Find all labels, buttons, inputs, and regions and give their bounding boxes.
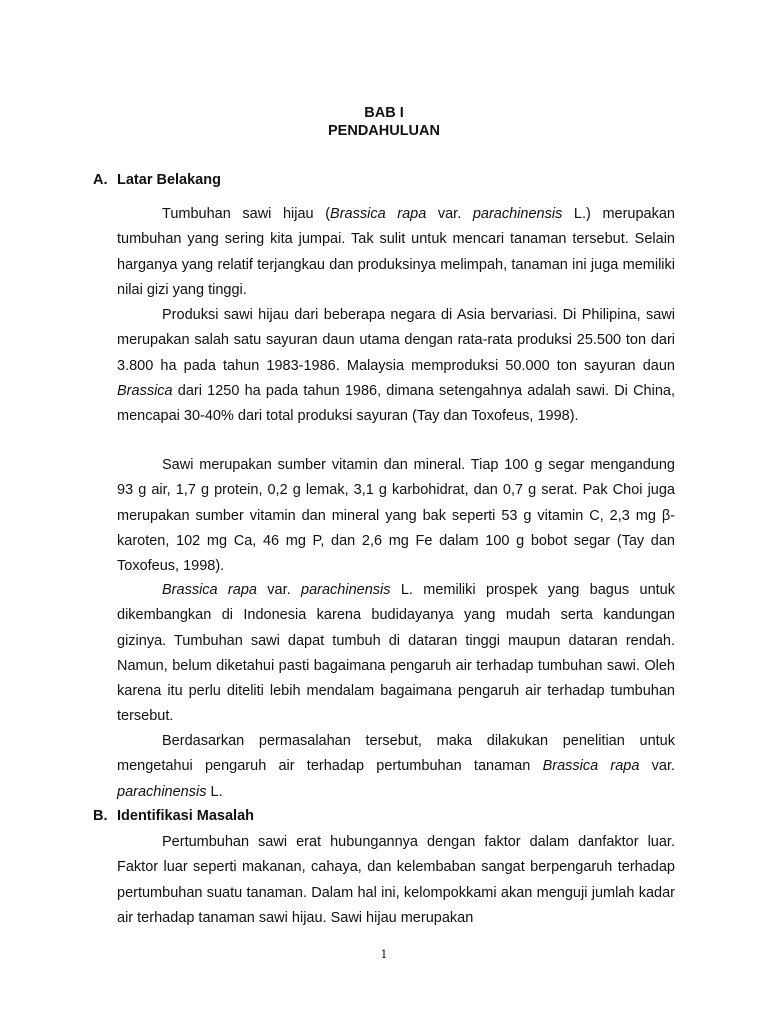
section-a-letter: A. xyxy=(93,172,108,188)
text-run: Pertumbuhan sawi erat hubungannya dengan faktor dalam danfaktor luar. Faktor luar seperti makanan, cahaya, dan kelembaban sangat berpengaruh terhadap pertumbuhan suatu tanaman. Dalam hal ini, kelompokkami akan menguji jumlah kadar air terhadap tanaman sawi hijau. Sawi hijau merupakan xyxy=(117,834,675,926)
section-b-letter: B. xyxy=(93,808,108,824)
page-number: 1 xyxy=(380,948,388,961)
text-run: dari 1250 ha pada tahun 1986, dimana setengahnya adalah sawi. Di China, mencapai 30-40% dari total produksi sayuran (Tay dan Toxofeus, 1998). xyxy=(117,382,675,425)
text-run: var. xyxy=(426,206,473,222)
section-a-title: Latar Belakang xyxy=(117,172,221,188)
chapter-title: PENDAHULUAN xyxy=(328,123,440,139)
italic-term: parachinensis xyxy=(117,783,207,800)
paragraph-b1 xyxy=(117,830,675,931)
text-run: Tumbuhan sawi hijau ( xyxy=(162,206,331,222)
chapter-label: BAB I xyxy=(364,105,404,121)
italic-term: Brassica rapa xyxy=(330,206,427,222)
italic-term: Brassica rapa xyxy=(542,758,640,775)
italic-term: Brassica rapa xyxy=(162,582,257,598)
paragraph-a4 xyxy=(117,578,675,730)
text-run: L.) merupakan tumbuhan yang sering kita jumpai. Tak sulit untuk mencari tanaman tersebut. Selain harganya yang relatif terjangkau dan produksinya melimpah, tanaman ini juga memiliki nilai gizi yang tinggi. xyxy=(117,206,675,298)
text-run: var. xyxy=(256,582,302,598)
paragraph-a2 xyxy=(117,303,675,429)
text-run: L. xyxy=(206,783,223,800)
paragraph-a1 xyxy=(117,202,675,303)
text-run: L. memiliki prospek yang bagus untuk dikembangkan di Indonesia karena budidayanya yang mudah serta kandungan gizinya. Tumbuhan sawi dapat tumbuh di dataran tinggi maupun dataran rendah. Namun, belum diketahui pasti bagaimana pengaruh air terhadap tumbuhan sawi. Oleh karena itu perlu diteliti lebih mendalam bagaimana pengaruh air terhadap tumbuhan tersebut. xyxy=(117,582,675,725)
section-b-title: Identifikasi Masalah xyxy=(117,808,254,824)
text-run: Berdasarkan permasalahan tersebut, maka dilakukan penelitian untuk mengetahui pengaruh air terhadap pertumbuhan tanaman xyxy=(117,733,675,775)
text-run: var. xyxy=(639,758,676,775)
italic-term: parachinensis xyxy=(472,206,563,222)
paragraph-a5 xyxy=(117,729,675,805)
section-a-heading xyxy=(93,171,221,189)
italic-term: parachinensis xyxy=(301,582,391,598)
text-run: Produksi sawi hijau dari beberapa negara di Asia bervariasi. Di Philipina, sawi merupakan salah satu sayuran daun utama dengan rata-rata produksi 25.500 ton dari 3.800 ha pada tahun 1983-1986. Malaysia memproduksi 50.000 ton sayuran daun xyxy=(117,307,675,374)
paragraph-a3 xyxy=(117,453,675,579)
text-run: Sawi merupakan sumber vitamin dan mineral. Tiap 100 g segar mengandung 93 g air, 1,7 g protein, 0,2 g lemak, 3,1 g karbohidrat, dan 0,7 g serat. Pak Choi juga merupakan sumber vitamin dan mineral yang bak seperti 53 g vitamin C, 2,3 mg β-karoten, 102 mg Ca, 46 mg P, dan 2,6 mg Fe dalam 100 g bobot segar (Tay dan Toxofeus, 1998). xyxy=(117,457,675,575)
section-b-heading xyxy=(93,807,254,825)
italic-term: Brassica xyxy=(117,382,173,399)
